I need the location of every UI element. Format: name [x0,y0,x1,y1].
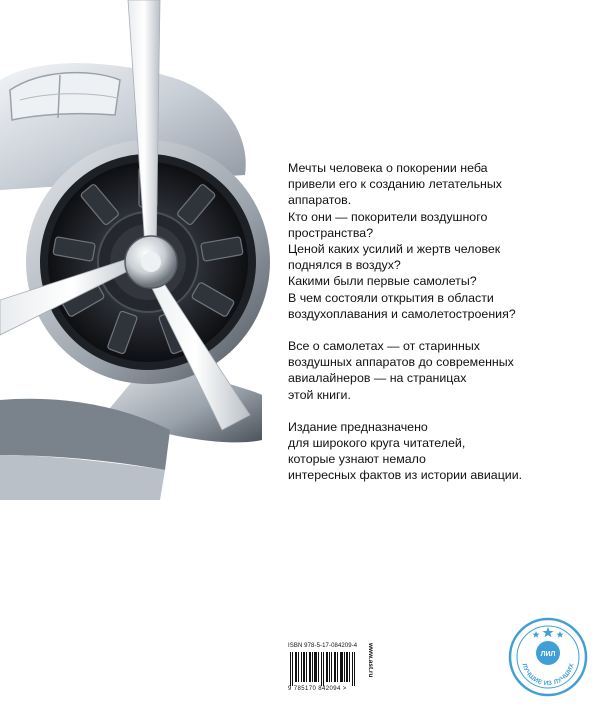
blurb-paragraph-1 [288,160,588,322]
seal-text: ЛУЧШИЕ ИЗ ЛУЧШИХ [520,662,576,688]
blurb-line: Все о самолетах — от старинных [288,339,480,354]
blurb-line: аппаратов. [288,193,352,208]
blurb-line: воздухоплавания и самолетостроения? [288,306,516,321]
site-url-text: www.ast.ru [367,643,374,678]
back-cover-blurb [288,160,588,500]
blurb-line: для широкого круга читателей, [288,436,466,451]
barcode-digits: 9 785170 842094 > [288,686,347,692]
blurb-line: привели его к созданию летательных [288,177,502,192]
isbn-label: ISBN 978-5-17-084209-4 [288,643,358,649]
blurb-line: Ценой каких усилий и жертв человек [288,242,501,257]
seal-mark: ЛИЛ [540,651,556,658]
blurb-paragraph-2 [288,338,588,403]
best-of-best-seal [508,617,588,697]
blurb-line: которые узнают немало [288,452,426,467]
blurb-paragraph-3 [288,419,588,484]
blurb-line: этой книги. [288,387,351,402]
blurb-line: воздушных аппаратов до современных [288,355,514,370]
publisher-site [365,643,375,695]
blurb-line: Мечты человека о покорении неба [288,161,488,175]
blurb-line: В чем состояли открытия в области [288,290,494,305]
blurb-line: Издание предназначено [288,419,428,434]
blurb-line: интересных фактов из истории авиации. [288,468,523,483]
blurb-line: пространства? [288,225,374,240]
blurb-line: поднялся в воздух? [288,258,401,273]
blurb-line: авиалайнеров — на страницах [288,371,467,386]
barcode-bars [290,652,360,686]
airplane-illustration [0,0,280,500]
blurb-line: Кто они — покорители воздушного [288,209,488,224]
isbn-barcode [288,643,362,695]
blurb-line: Какими были первые самолеты? [288,274,477,289]
